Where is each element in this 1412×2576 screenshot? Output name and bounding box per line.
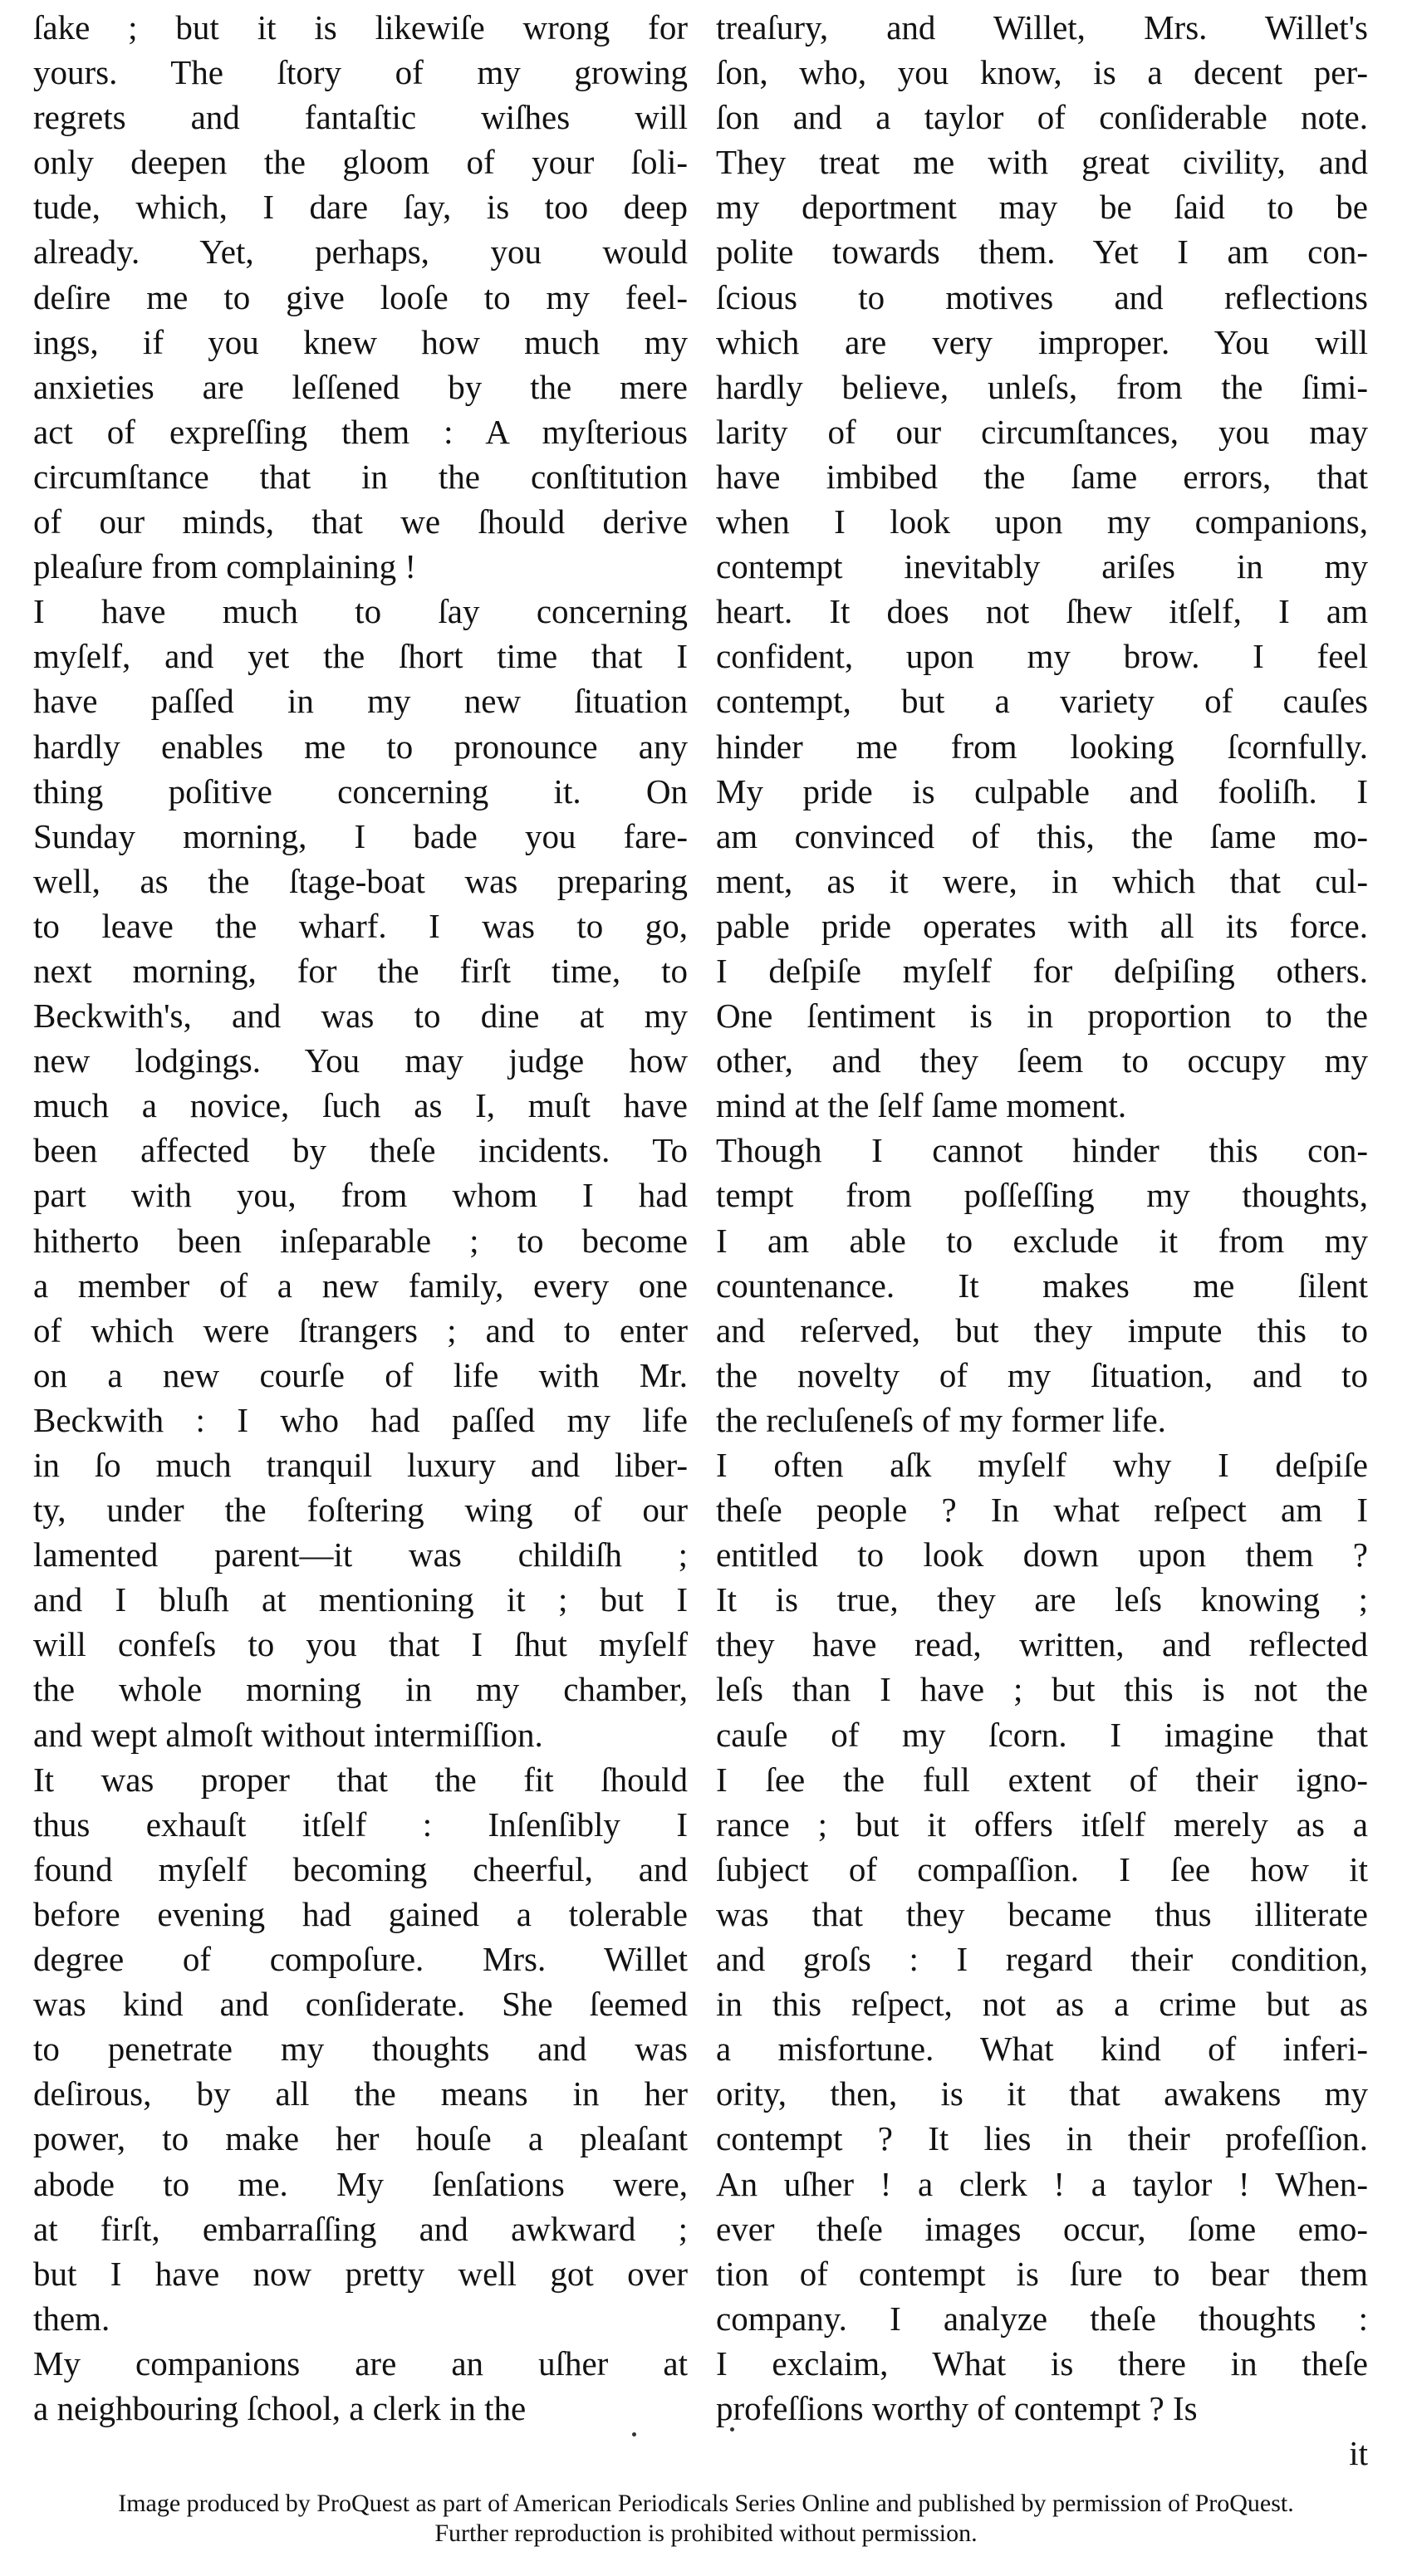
text-line: ſon and a taylor of conſiderable note. xyxy=(716,98,1368,137)
text-line: heart. It does not ſhew itſelf, I am xyxy=(716,592,1368,631)
text-line: contempt ? It lies in their profeſſion. xyxy=(716,2119,1368,2158)
text-line: and reſerved, but they impute this to xyxy=(716,1310,1368,1349)
text-line: tude, which, I dare ſay, is too deep xyxy=(33,188,688,227)
text-line: well, as the ſtage-boat was preparing xyxy=(33,861,688,900)
text-line: was that they became thus illiterate xyxy=(716,1894,1368,1933)
text-line: only deepen the gloom of your ſoli- xyxy=(33,143,688,182)
text-line: will confeſs to you that I ſhut myſelf xyxy=(33,1625,688,1664)
text-line: contempt, but a variety of cauſes xyxy=(716,682,1368,721)
text-line: An uſher ! a clerk ! a taylor ! When- xyxy=(716,2164,1368,2203)
text-line: in this reſpect, not as a crime but as xyxy=(716,1985,1368,2024)
text-line: ſubject of compaſſion. I ſee how it xyxy=(716,1849,1368,1888)
text-line: My pride is culpable and fooliſh. I xyxy=(716,771,1368,811)
text-line: abode to me. My ſenſations were, xyxy=(33,2164,688,2203)
text-line: leſs than I have ; but this is not the xyxy=(716,1670,1368,1709)
text-line: larity of our circumſtances, you may xyxy=(716,412,1368,451)
text-line: found myſelf becoming cheerful, and xyxy=(33,1849,688,1888)
text-line: to penetrate my thoughts and was xyxy=(33,2030,688,2069)
text-line: a misfortune. What kind of inferi- xyxy=(716,2030,1368,2069)
text-line: which are very improper. You will xyxy=(716,322,1368,361)
text-line: of which were ſtrangers ; and to enter xyxy=(33,1310,688,1349)
text-line: It was proper that the fit ſhould xyxy=(33,1760,688,1799)
print-speck xyxy=(632,2432,636,2436)
text-line: contempt inevitably ariſes in my xyxy=(716,547,1368,586)
text-line: They treat me with great civility, and xyxy=(716,143,1368,182)
text-line: It is true, they are leſs knowing ; xyxy=(716,1580,1368,1619)
text-line: and groſs : I regard their condition, xyxy=(716,1940,1368,1979)
text-line: act of expreſſing them : A myſterious xyxy=(33,412,688,451)
text-line: my deportment may be ſaid to be xyxy=(716,188,1368,227)
text-line: ings, if you knew how much my xyxy=(33,322,688,361)
text-line: hitherto been inſeparable ; to become xyxy=(33,1221,688,1260)
text-line: was kind and conſiderate. She ſeemed xyxy=(33,1985,688,2024)
text-line: tion of contempt is ſure to bear them xyxy=(716,2254,1368,2293)
text-line: on a new courſe of life with Mr. xyxy=(33,1355,688,1394)
text-line: ſake ; but it is likewiſe wrong for xyxy=(33,8,688,47)
text-line: ment, as it were, in which that cul- xyxy=(716,861,1368,900)
text-line: a neighbouring ſchool, a clerk in the xyxy=(33,2388,527,2427)
text-line: degree of compoſure. Mrs. Willet xyxy=(33,1940,688,1979)
text-line: ſcious to motives and reflections xyxy=(716,277,1368,316)
text-line: pleaſure from complaining ! xyxy=(33,547,417,586)
text-line: yours. The ſtory of my growing xyxy=(33,53,688,92)
text-line: before evening had gained a tolerable xyxy=(33,1894,688,1933)
copyright-notice-line-1: Image produced by ProQuest as part of American Periodicals Series Online and published by permission of ProQuest. xyxy=(118,2490,1294,2517)
text-line: new lodgings. You may judge how xyxy=(33,1041,688,1080)
text-line: and wept almoſt without intermiſſion. xyxy=(33,1715,543,1754)
text-line: ty, under the foſtering wing of our xyxy=(33,1491,688,1530)
text-line: anxieties are leſſened by the mere xyxy=(33,367,688,406)
text-line: cauſe of my ſcorn. I imagine that xyxy=(716,1715,1368,1754)
text-line: I deſpiſe myſelf for deſpiſing others. xyxy=(716,951,1368,990)
text-line: ſon, who, you know, is a decent per- xyxy=(716,53,1368,92)
text-line: hardly believe, unleſs, from the ſimi- xyxy=(716,367,1368,406)
text-line: but I have now pretty well got over xyxy=(33,2254,688,2293)
text-line: them. xyxy=(33,2299,110,2338)
text-line: in ſo much tranquil luxury and liber- xyxy=(33,1446,688,1484)
text-line: I am able to exclude it from my xyxy=(716,1221,1368,1260)
text-line: when I look upon my companions, xyxy=(716,502,1368,541)
text-line: been affected by theſe incidents. To xyxy=(33,1131,688,1170)
copyright-notice-line-2: Further reproduction is prohibited without permission. xyxy=(434,2520,978,2547)
text-line: power, to make her houſe a pleaſant xyxy=(33,2119,688,2158)
text-line: next morning, for the firſt time, to xyxy=(33,951,688,990)
text-line: ever theſe images occur, ſome emo- xyxy=(716,2209,1368,2248)
text-line: the novelty of my ſituation, and to xyxy=(716,1355,1368,1394)
text-line: mind at the ſelf ſame moment. xyxy=(716,1086,1127,1125)
text-line: I exclaim, What is there in theſe xyxy=(716,2343,1368,2383)
text-line: myſelf, and yet the ſhort time that I xyxy=(33,637,688,676)
right-text-column xyxy=(716,5,1368,2476)
text-line: at firſt, embarraſſing and awkward ; xyxy=(33,2209,688,2248)
text-line: part with you, from whom I had xyxy=(33,1176,688,1215)
text-line: polite towards them. Yet I am con- xyxy=(716,233,1368,272)
text-line: Beckwith's, and was to dine at my xyxy=(33,997,688,1036)
text-line: theſe people ? In what reſpect am I xyxy=(716,1491,1368,1530)
text-line: hardly enables me to pronounce any xyxy=(33,727,688,766)
text-line: other, and they ſeem to occupy my xyxy=(716,1041,1368,1080)
text-line: deſirous, by all the means in her xyxy=(33,2074,688,2113)
text-line: they have read, written, and reflected xyxy=(716,1625,1368,1664)
text-line: tempt from poſſeſſing my thoughts, xyxy=(716,1176,1368,1215)
text-line: regrets and fantaſtic wiſhes will xyxy=(33,98,688,137)
text-line: Beckwith : I who had paſſed my life xyxy=(33,1400,688,1439)
text-line: thing poſitive concerning it. On xyxy=(33,771,688,811)
text-line: confident, upon my brow. I feel xyxy=(716,637,1368,676)
text-line: am convinced of this, the ſame mo- xyxy=(716,816,1368,855)
text-line: profeſſions worthy of contempt ? Is xyxy=(716,2388,1198,2427)
text-line: the recluſeneſs of my former life. xyxy=(716,1400,1166,1439)
text-line: company. I analyze theſe thoughts : xyxy=(716,2299,1368,2338)
text-line: pable pride operates with all its force. xyxy=(716,906,1368,945)
text-line: countenance. It makes me ſilent xyxy=(716,1266,1368,1305)
text-line: treaſury, and Willet, Mrs. Willet's xyxy=(716,8,1368,47)
left-text-column xyxy=(33,5,688,2431)
text-line: I ſee the full extent of their igno- xyxy=(716,1760,1368,1799)
text-line: it xyxy=(1349,2434,1368,2473)
print-speck xyxy=(730,2427,734,2432)
text-line: rance ; but it offers itſelf merely as a xyxy=(716,1805,1368,1844)
text-line: have paſſed in my new ſituation xyxy=(33,682,688,721)
text-line: much a novice, ſuch as I, muſt have xyxy=(33,1086,688,1125)
text-line: I often aſk myſelf why I deſpiſe xyxy=(716,1446,1368,1484)
text-line: One ſentiment is in proportion to the xyxy=(716,997,1368,1036)
text-line: and I bluſh at mentioning it ; but I xyxy=(33,1580,688,1619)
text-line: Sunday morning, I bade you fare- xyxy=(33,816,688,855)
text-line: Though I cannot hinder this con- xyxy=(716,1131,1368,1170)
text-line: I have much to ſay concerning xyxy=(33,592,688,631)
text-line: hinder me from looking ſcornfully. xyxy=(716,727,1368,766)
text-line: lamented parent—it was childiſh ; xyxy=(33,1535,688,1574)
text-line: have imbibed the ſame errors, that xyxy=(716,457,1368,496)
text-line: ority, then, is it that awakens my xyxy=(716,2074,1368,2113)
text-line: My companions are an uſher at xyxy=(33,2343,688,2383)
text-line: of our minds, that we ſhould derive xyxy=(33,502,688,541)
text-line: thus exhauſt itſelf : Inſenſibly I xyxy=(33,1805,688,1844)
text-line: the whole morning in my chamber, xyxy=(33,1670,688,1709)
text-line: already. Yet, perhaps, you would xyxy=(33,233,688,272)
text-line: circumſtance that in the conſtitution xyxy=(33,457,688,496)
text-line: entitled to look down upon them ? xyxy=(716,1535,1368,1574)
text-line: to leave the wharf. I was to go, xyxy=(33,906,688,945)
text-line: deſire me to give looſe to my feel- xyxy=(33,277,688,316)
text-line: a member of a new family, every one xyxy=(33,1266,688,1305)
